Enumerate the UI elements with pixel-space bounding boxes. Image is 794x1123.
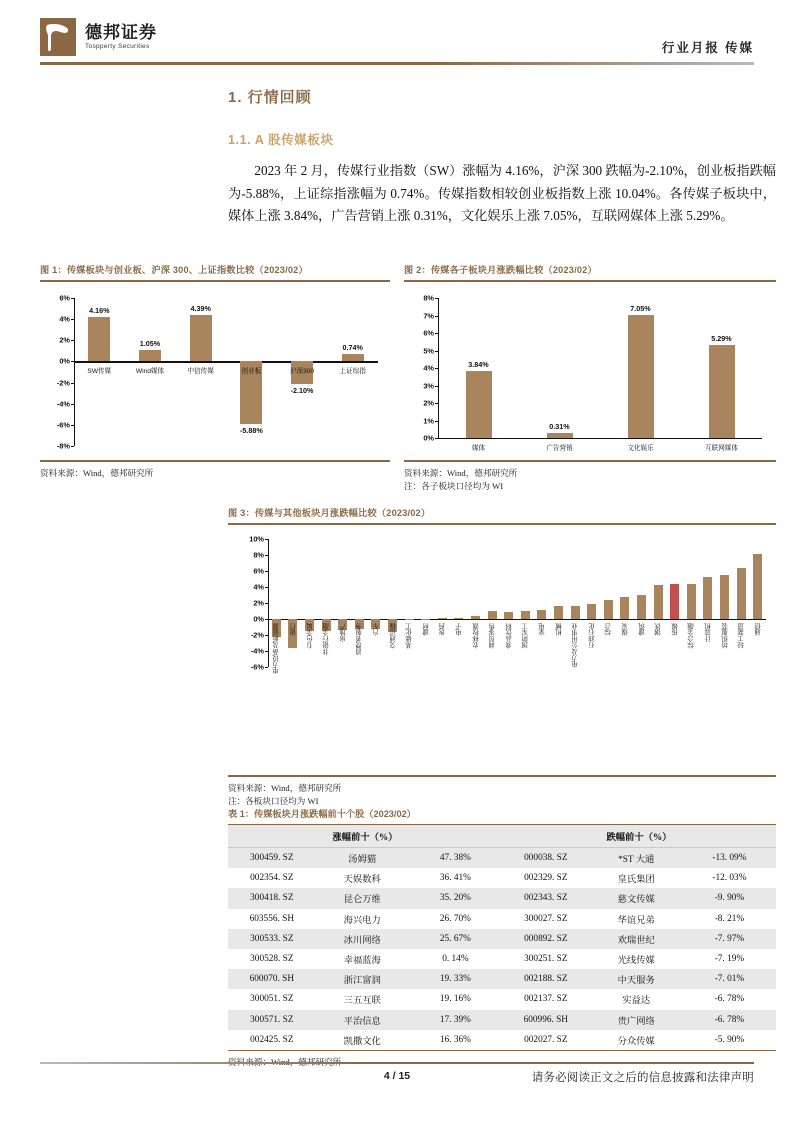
company-logo	[40, 18, 157, 56]
loser-pct: -6. 78%	[714, 994, 745, 1005]
chart2-ytick-label: 4%	[423, 363, 434, 373]
category-label-沪深300: 沪深300	[289, 368, 315, 376]
loser-code: 600996. SH	[502, 1010, 590, 1030]
bar-基础化工	[405, 619, 414, 620]
chart3-ytick-mark	[265, 571, 268, 572]
chart1-ytick-mark	[71, 298, 74, 299]
bar-value-沪深300: -2.10%	[290, 385, 314, 395]
loser-pct: -5. 90%	[683, 1030, 776, 1051]
loser-code: 300027. SZ	[524, 913, 568, 924]
chart3-ytick-label: -2%	[250, 630, 264, 640]
loser-pct: -7. 97%	[683, 929, 776, 949]
table-group-header-losers: 跌幅前十（%）	[502, 825, 776, 848]
category-label-电力及公用事业: 电力及公用事业	[572, 623, 580, 668]
category-label-通信: 通信	[754, 623, 762, 636]
chart2-ytick-label: 5%	[423, 346, 434, 355]
gainer-name: 浙江富润	[316, 969, 409, 989]
category-label-中信传媒: 中信传媒	[187, 368, 214, 376]
gainer-pct: 26. 70%	[439, 913, 471, 924]
figure-1-title: 图 1：传媒板块与创业板、沪深 300、上证指数比较（2023/02）	[40, 265, 308, 275]
gainer-pct: 19. 33%	[409, 969, 502, 989]
gainer-code: 300571. SZ	[228, 1010, 316, 1030]
figure-3	[228, 505, 776, 808]
loser-code: 000892. SZ	[502, 929, 590, 949]
loser-pct: -7. 01%	[683, 969, 776, 989]
figure-3-title: 图 3：传媒与其他板块月涨跌幅比较（2023/02）	[228, 508, 431, 518]
chart3-ytick-label: 2%	[253, 598, 264, 608]
category-label-文化娱乐: 文化娱乐	[627, 445, 654, 452]
chart1-ytick-mark	[71, 340, 74, 341]
chart3-ytick-label: 6%	[253, 566, 264, 576]
bar-电力及公用事业	[571, 606, 580, 619]
bar-value-创业板: -5.88%	[239, 425, 263, 435]
header-report-label: 行业月报 传媒	[661, 41, 754, 55]
bar-计算机	[703, 577, 712, 619]
gainer-name: 三五互联	[343, 996, 381, 1007]
chart2-ytick-mark	[435, 421, 438, 422]
bar-value-上证综指: 0.74%	[342, 342, 363, 352]
bar-家电	[537, 610, 546, 619]
section-heading-1: 1. 行情回顾	[228, 89, 312, 106]
table-group-header-row	[228, 825, 776, 848]
category-label-汽车: 汽车	[372, 623, 380, 636]
bar-商贸零售	[488, 611, 497, 619]
gainer-code: 002354. SZ	[250, 873, 294, 884]
chart2-zero-axis	[438, 438, 762, 439]
figure-3-note: 注：各板块口径均为 WI	[228, 796, 319, 807]
gainer-name: 凯撒文化	[316, 1030, 409, 1051]
chart2-ytick-label: 6%	[423, 328, 434, 338]
loser-pct: -6. 78%	[683, 1010, 776, 1030]
category-label-消费者服务: 消费者服务	[356, 623, 364, 655]
gainer-pct: 36. 41%	[439, 873, 471, 884]
category-label-煤炭: 煤炭	[621, 623, 629, 636]
loser-pct: -13. 09%	[683, 848, 776, 869]
category-label-家电: 家电	[538, 623, 546, 636]
category-label-国防军工: 国防军工	[522, 623, 530, 649]
bar-医药	[438, 618, 447, 619]
chart1-ytick-mark	[71, 425, 74, 426]
category-label-纺织服装: 纺织服装	[721, 623, 729, 649]
bar-农林牧渔	[471, 616, 480, 619]
chart3-ytick-mark	[265, 635, 268, 636]
footer-divider	[40, 1062, 754, 1064]
chart2-ytick-label: 8%	[423, 293, 434, 303]
bar-纺织服装	[720, 575, 729, 619]
bar-value-媒体: 3.84%	[468, 359, 489, 369]
chart3-plot	[249, 534, 766, 675]
chart1-y-axis	[74, 298, 75, 446]
category-label-银行: 银行	[289, 623, 297, 636]
table-row	[228, 1010, 776, 1030]
category-label-医药: 医药	[439, 623, 447, 636]
category-label-传媒: 传媒	[671, 623, 679, 636]
category-label-机械: 机械	[555, 623, 563, 636]
chart2-ytick-mark	[435, 333, 438, 334]
chart1-ytick-label: 4%	[59, 314, 70, 324]
category-label-媒体: 媒体	[471, 445, 486, 452]
chart1-ytick-mark	[71, 383, 74, 384]
figure-3-plot-area	[228, 525, 776, 775]
bar-电子	[454, 618, 463, 619]
gainer-pct: 47. 38%	[409, 848, 502, 869]
chart1-ytick-mark	[71, 446, 74, 447]
chart3-ytick-mark	[265, 603, 268, 604]
header-divider	[40, 62, 754, 65]
gainer-name: 幸福蓝海	[343, 956, 381, 967]
category-label-互联网媒体: 互联网媒体	[705, 445, 738, 452]
table-row	[228, 969, 776, 989]
category-label-上证综指: 上证综指	[339, 368, 366, 376]
loser-name: 实益达	[622, 996, 651, 1007]
logo-text-cn: 德邦证券	[85, 22, 157, 42]
logo-text-en: Tospperty Securities	[85, 42, 150, 50]
bar-value-互联网媒体: 5.29%	[711, 334, 732, 344]
bar-广告营销	[547, 433, 573, 438]
bar-综合金融	[687, 584, 696, 619]
gainer-code: 603556. SH	[249, 913, 295, 924]
chart3-ytick-label: -6%	[250, 662, 264, 672]
loser-name: 分众传媒	[590, 1030, 683, 1051]
chart2-ytick-mark	[435, 351, 438, 352]
chart1-ytick-mark	[71, 319, 74, 320]
figure-2	[404, 262, 776, 493]
loser-code: 000038. SZ	[502, 848, 590, 869]
bar-上证综指	[342, 354, 364, 362]
gainer-code: 300051. SZ	[250, 994, 294, 1005]
gainer-code: 300533. SZ	[228, 929, 316, 949]
bar-钢铁	[654, 585, 663, 619]
category-label-建材: 建材	[422, 623, 430, 636]
table-head	[228, 825, 776, 848]
leopard-icon	[43, 22, 73, 53]
category-label-计算机: 计算机	[704, 623, 712, 643]
loser-code: 002329. SZ	[524, 873, 568, 884]
footer-disclaimer: 请务必阅读正文之后的信息披露和法律声明	[531, 1072, 754, 1084]
gainer-pct: 16. 36%	[409, 1030, 502, 1051]
bar-机械	[554, 606, 563, 619]
bar-轻工制造	[737, 568, 746, 619]
bar-通信	[753, 554, 762, 619]
chart-1-canvas	[40, 282, 390, 460]
category-label-综合: 综合	[605, 623, 613, 636]
table-row	[228, 929, 776, 949]
category-label-钢铁: 钢铁	[655, 623, 663, 636]
chart2-y-axis	[438, 298, 439, 438]
loser-code: 002188. SZ	[502, 969, 590, 989]
chart2-plot	[423, 293, 762, 452]
bar-value-SW传媒: 4.16%	[89, 306, 110, 316]
bar-媒体	[466, 371, 492, 438]
gainer-code: 300418. SZ	[228, 888, 316, 908]
top-movers-table	[228, 824, 776, 1051]
chart1-ytick-label: 6%	[59, 293, 70, 303]
bar-value-中信传媒: 4.39%	[190, 304, 211, 314]
bar-中信传媒	[190, 315, 212, 361]
category-label-石油石化: 石油石化	[588, 623, 596, 649]
chart3-ytick-label: 4%	[253, 582, 264, 592]
gainer-code: 300528. SZ	[250, 954, 294, 965]
chart1-ytick-label: -8%	[56, 441, 70, 451]
bar-建材	[421, 619, 430, 620]
loser-code: 300251. SZ	[524, 954, 568, 965]
loser-pct: -9. 90%	[683, 888, 776, 908]
chart2-ytick-mark	[435, 298, 438, 299]
chart2-ytick-mark	[435, 386, 438, 387]
table-row	[228, 868, 776, 888]
gainer-name: 冰川网络	[316, 929, 409, 949]
bar-煤炭	[620, 597, 629, 619]
table-row	[228, 989, 776, 1009]
category-label-建筑: 建筑	[638, 623, 646, 636]
loser-name: 欢瑞世纪	[590, 929, 683, 949]
gainer-pct: 0. 14%	[442, 954, 469, 965]
chart2-ytick-label: 7%	[423, 311, 434, 320]
chart1-ytick-label: -6%	[56, 420, 70, 430]
chart3-ytick-mark	[265, 539, 268, 540]
loser-name: 中天服务	[590, 969, 683, 989]
bar-石油石化	[587, 604, 596, 619]
category-label-综合金融: 综合金融	[688, 623, 696, 649]
chart3-ytick-label: 8%	[253, 550, 264, 560]
category-label-农林牧渔: 农林牧渔	[472, 623, 480, 649]
section-heading-1-1: 1.1. A 股传媒板块	[228, 133, 334, 147]
figure-2-note: 注：各子板块口径均为 WI	[404, 481, 504, 492]
category-label-轻工制造: 轻工制造	[738, 623, 746, 649]
chart1-ytick-label: 0%	[59, 356, 70, 366]
chart1-ytick-label: 2%	[59, 335, 70, 345]
category-label-SW传媒: SW传媒	[87, 368, 112, 376]
chart1-ytick-mark	[71, 404, 74, 405]
chart3-ytick-mark	[265, 651, 268, 652]
figure-2-source: 资料来源：Wind，德邦研究所	[404, 468, 518, 478]
figure-3-bottom-rule	[228, 775, 776, 777]
gainer-pct: 25. 67%	[409, 929, 502, 949]
gainer-name: 昆仑万维	[316, 888, 409, 908]
chart1-zero-axis	[74, 361, 378, 362]
table-body	[228, 848, 776, 1051]
chart2-ytick-mark	[435, 368, 438, 369]
bar-SW传媒	[88, 317, 110, 361]
chart2-ytick-mark	[435, 316, 438, 317]
logo-animal-icon	[40, 18, 76, 56]
category-label-非银行金融: 非银行金融	[323, 623, 331, 655]
chart3-ytick-mark	[265, 667, 268, 668]
chart-3-canvas	[228, 525, 776, 775]
chart3-y-axis	[268, 539, 269, 667]
loser-pct: -7. 19%	[714, 954, 745, 965]
chart2-ytick-label: 3%	[423, 381, 434, 390]
bar-食品饮料	[504, 612, 513, 619]
loser-code: 002027. SZ	[502, 1030, 590, 1051]
table-row	[228, 888, 776, 908]
category-label-有色金属: 有色金属	[306, 623, 314, 649]
bar-建筑	[637, 595, 646, 619]
table-1-title: 表 1：传媒板块月涨跌幅前十个股（2023/02）	[228, 809, 416, 819]
figure-2-plot-area	[404, 282, 776, 460]
category-label-Wind媒体: Wind媒体	[135, 368, 165, 376]
chart2-ytick-label: 1%	[423, 416, 434, 425]
chart-2-canvas	[404, 282, 776, 460]
category-label-交通运输: 交通运输	[389, 623, 397, 649]
chart1-plot	[56, 293, 378, 451]
category-label-电力设备及新能源: 电力设备及新能源	[273, 623, 281, 675]
chart3-ytick-mark	[265, 555, 268, 556]
bar-文化娱乐	[628, 315, 654, 438]
chart2-ytick-label: 2%	[423, 398, 434, 408]
figure-1	[40, 262, 390, 479]
figure-2-bottom-rule	[404, 460, 776, 462]
chart1-ytick-label: -2%	[56, 378, 70, 388]
gainer-pct: 19. 16%	[439, 994, 471, 1005]
category-label-商贸零售: 商贸零售	[489, 623, 497, 649]
loser-name: 慈文传媒	[590, 888, 683, 908]
chart1-ytick-label: -4%	[56, 399, 70, 409]
figure-1-bottom-rule	[40, 460, 390, 462]
loser-code: 002137. SZ	[524, 994, 568, 1005]
loser-name: 华谊兄弟	[617, 915, 655, 926]
gainer-name: 汤姆猫	[316, 848, 409, 869]
loser-pct: -12. 03%	[712, 873, 747, 884]
bar-value-广告营销: 0.31%	[549, 421, 570, 431]
loser-name: *ST 大通	[590, 848, 683, 869]
chart3-ytick-mark	[265, 587, 268, 588]
gainer-code: 300459. SZ	[228, 848, 316, 869]
category-label-基础化工: 基础化工	[406, 623, 414, 649]
table-row	[228, 1030, 776, 1051]
bar-传媒	[670, 584, 679, 619]
figure-1-source: 资料来源：Wind，德邦研究所	[40, 468, 154, 478]
category-label-电子: 电子	[455, 623, 463, 636]
chart3-ytick-label: 10%	[249, 534, 264, 544]
loser-pct: -8. 21%	[714, 913, 745, 924]
gainer-pct: 17. 39%	[409, 1010, 502, 1030]
gainer-name: 海兴电力	[343, 915, 381, 926]
page-header	[40, 18, 754, 66]
bar-value-Wind媒体: 1.05%	[139, 339, 161, 349]
figure-3-source: 资料来源：Wind，德邦研究所	[228, 783, 342, 793]
footer-page-number: 4 / 15	[383, 1070, 411, 1082]
loser-name: 贵广网络	[590, 1010, 683, 1030]
bar-互联网媒体	[709, 345, 735, 438]
gainer-code: 600070. SH	[228, 969, 316, 989]
chart2-ytick-mark	[435, 403, 438, 404]
table-1-wrapper	[228, 806, 776, 1068]
category-label-创业板: 创业板	[241, 368, 262, 376]
category-label-广告营销: 广告营销	[546, 445, 573, 452]
bar-Wind媒体	[139, 350, 161, 361]
category-label-房地产: 房地产	[339, 623, 347, 643]
chart2-ytick-label: 0%	[423, 433, 434, 443]
loser-name: 光线传媒	[617, 956, 655, 967]
gainer-pct: 35. 20%	[409, 888, 502, 908]
figure-2-title: 图 2：传媒各子板块月涨跌幅比较（2023/02）	[404, 265, 597, 275]
loser-code: 002343. SZ	[502, 888, 590, 908]
gainer-name: 天娱数科	[343, 875, 381, 886]
bar-综合	[604, 600, 613, 619]
gainer-name: 平治信息	[316, 1010, 409, 1030]
table-row	[228, 949, 776, 969]
table-row	[228, 848, 776, 869]
chart3-ytick-label: -4%	[250, 646, 264, 656]
category-label-食品饮料: 食品饮料	[505, 623, 513, 649]
body-paragraph: 2023 年 2 月，传媒行业指数（SW）涨幅为 4.16%，沪深 300 跌幅为-2.10%，创业板指跌幅为-5.88%，上证综指涨幅为 0.74%。传媒指数相较创业板指数上涨 10.04%。各传媒子板块中，媒体上涨 3.84%，广告营销上涨 0.31%，文化娱乐上涨 7.05%，互联网媒体上涨 5.29%。	[228, 163, 776, 224]
table-group-header-gainers: 涨幅前十（%）	[228, 825, 502, 848]
table-row	[228, 909, 776, 929]
chart3-ytick-label: 0%	[253, 614, 264, 624]
loser-name: 皇氏集团	[617, 875, 655, 886]
gainer-code: 002425. SZ	[228, 1030, 316, 1051]
figure-1-plot-area	[40, 282, 390, 460]
bar-value-文化娱乐: 7.05%	[630, 303, 651, 313]
bar-国防军工	[521, 611, 530, 619]
